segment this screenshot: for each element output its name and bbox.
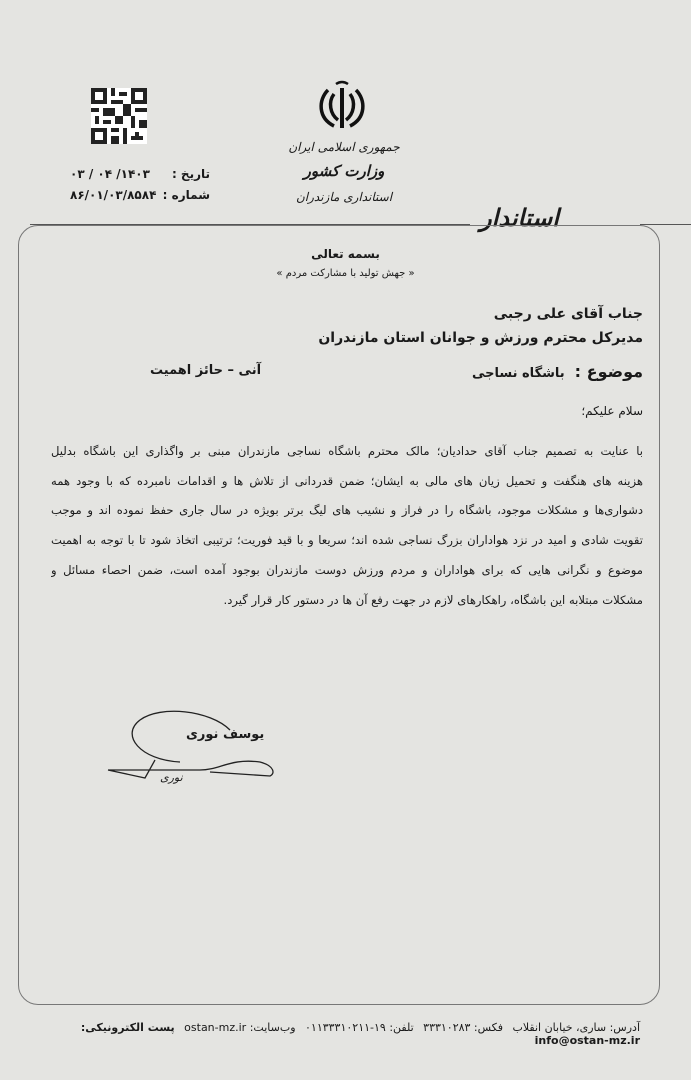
recipient-name: جناب آقای علی رجبی (493, 306, 643, 322)
body-line: دشواری‌ها و مشکلات موجود، باشگاه را در فراز و نشیب های لیگ برتر بویژه در سال جاری حفظ نموده اند و موجب (51, 503, 643, 517)
footer-website[interactable]: وب‌سایت: ostan-mz.ir (184, 1021, 296, 1034)
footer-phone: تلفن: ۱۹-۰۱۱۳۳۳۱۰۲۱۱ (305, 1021, 414, 1034)
qr-code (91, 88, 147, 144)
body-line: موضوع و نگرانی هایی که برای هواداران و مردم ورزش دوست مازندران بوجود آمده است، ضمن احصاء مسائل و (51, 563, 643, 577)
office-name: استانداری مازندران (295, 190, 393, 204)
date-label: تاریخ : (171, 167, 210, 181)
footer-address: آدرس: ساری، خیابان انقلاب (512, 1021, 640, 1034)
motto: « جهش تولید با مشارکت مردم » (276, 268, 415, 279)
footer-contact (80, 1021, 640, 1047)
body-line: هزینه های هنگفت و تحمیل زیان های مالی به ایشان؛ ضمن قدردانی از تلاش ها و اقدامات نامبرده که با وجود همه (51, 474, 643, 488)
signature (100, 700, 280, 790)
subject-row (472, 362, 643, 381)
ministry-name: وزارت کشور (303, 162, 385, 180)
date-value: ۱۴۰۳/ ۰۴ / ۰۳ (70, 167, 150, 181)
greeting: سلام علیکم؛ (581, 404, 643, 418)
body-line: با عنایت به تصمیم جناب آقای حدادیان؛ مالک محترم باشگاه نساجی مازندران مبنی بر واگذاری این باشگاه بدلیل (51, 444, 643, 458)
recipient-title: مدیرکل محترم ورزش و جوانان استان مازندران (318, 330, 643, 346)
number-row (70, 188, 210, 202)
number-value: ۸۶/۰۱/۰۳/۸۵۸۴ (70, 188, 157, 202)
country-name: جمهوری اسلامی ایران (288, 140, 400, 154)
subject-label: موضوع : (574, 362, 643, 381)
subject-value: باشگاه نساجی (471, 366, 565, 381)
signatory-name: یوسف نوری (186, 727, 265, 742)
body-line: مشکلات مبتلابه این باشگاه، راهکارهای لازم در جهت رفع آن ها در دستور کار قرار گیرد. (223, 593, 643, 607)
iran-emblem-logo (314, 80, 370, 136)
footer-email[interactable]: پست الکترونیکی: info@ostan-mz.ir (80, 1021, 640, 1047)
date-row (70, 167, 210, 181)
footer-fax: فکس: ۳۳۳۱۰۲۸۳ (423, 1021, 503, 1034)
number-label: شماره : (162, 188, 210, 202)
invocation: بسمه تعالی (311, 247, 380, 261)
body-line: تقویت شادی و امید در نزد هواداران بزرگ نساجی شده اند؛ سریعا و با قید فوریت؛ ترتیبی اتخاذ شود تا با توجه به اهمیت (51, 533, 643, 547)
priority-label: آنی – حائز اهمیت (150, 363, 262, 378)
header-divider-right (640, 224, 691, 225)
letterhead-title: استاندار (480, 203, 559, 232)
signature-handwriting: نوری (160, 771, 183, 784)
